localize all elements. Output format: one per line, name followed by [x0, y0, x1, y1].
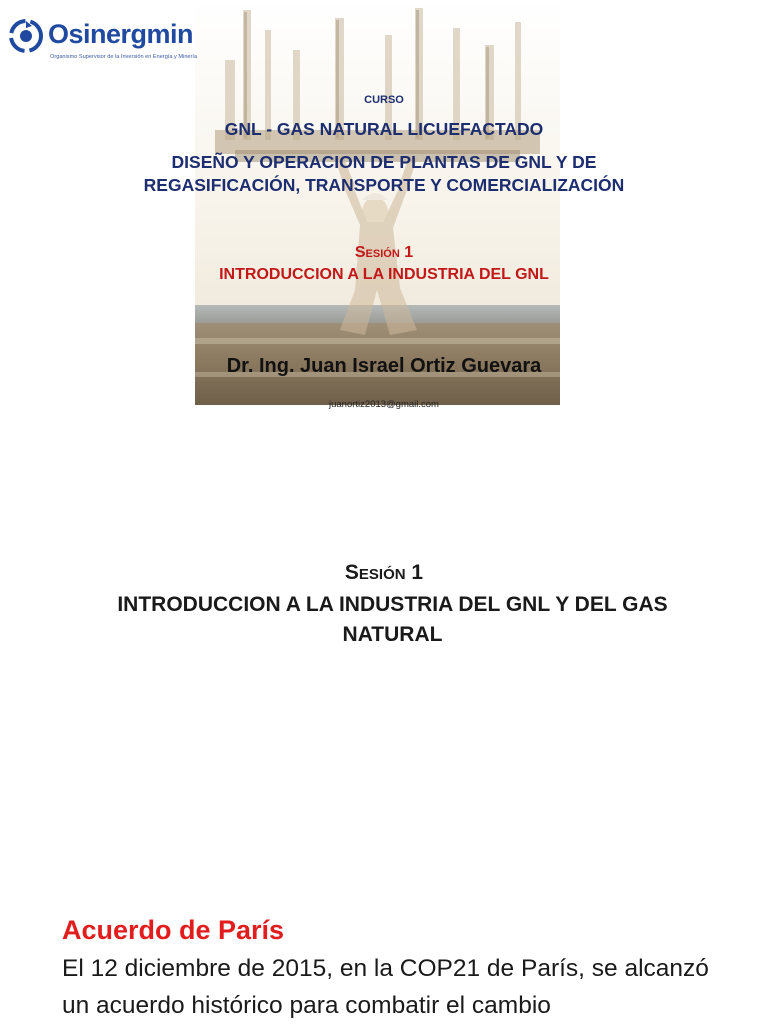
osinergmin-emblem-icon [8, 18, 44, 54]
session-label: Sesión 1 [354, 244, 414, 261]
slide-1 [0, 0, 768, 420]
session-title: INTRODUCCION A LA INDUSTRIA DEL GNL [219, 266, 549, 283]
course-subtitle-line-2: REGASIFICACIÓN, TRANSPORTE Y COMERCIALIZACIÓN [143, 175, 625, 195]
author-email: juanortiz2013@gmail.com [329, 399, 439, 410]
slide-3-heading: Acuerdo de París [62, 915, 285, 945]
course-subtitle-line-1: DISEÑO Y OPERACION DE PLANTAS DE GNL Y DE [171, 152, 597, 172]
slide-3-body-text: El 12 diciembre de 2015, en la COP21 de París, se alcanzó un acuerdo histórico para combatir el cambio [62, 955, 709, 1019]
slide-2-title: INTRODUCCION A LA INDUSTRIA DEL GNL Y DEL GAS NATURAL [117, 593, 668, 646]
refinery-illustration [195, 0, 560, 405]
slide-2-session-label: Sesión 1 [344, 561, 424, 584]
logo-tagline: Organismo Supervisor de la Inversión en Energía y Minería [50, 54, 198, 60]
course-label: CURSO [364, 94, 404, 106]
author-name: Dr. Ing. Juan Israel Ortiz Guevara [226, 355, 542, 377]
logo-wordmark: Osinergmin [48, 19, 194, 49]
osinergmin-logo [8, 18, 248, 68]
course-title: GNL - GAS NATURAL LICUEFACTADO [224, 119, 544, 139]
